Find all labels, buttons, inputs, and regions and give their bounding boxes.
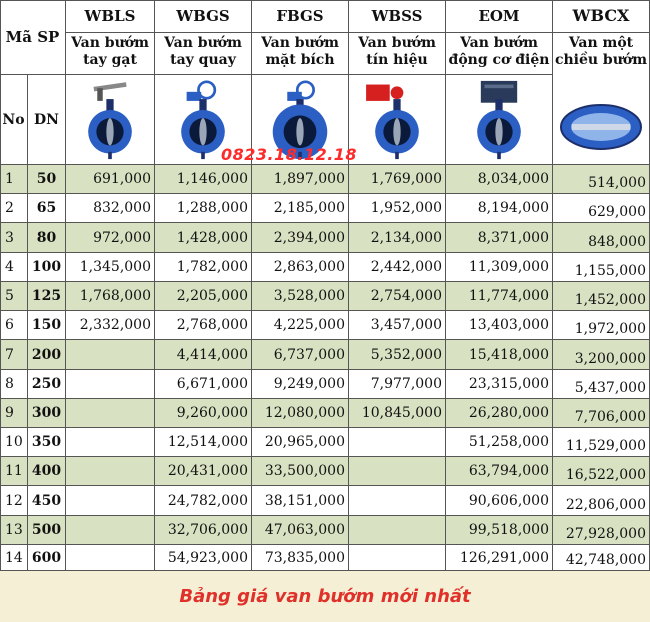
column-code-wbcx: WBCX: [553, 0, 650, 33]
price-wbcx: 42,748,000: [553, 545, 650, 571]
price-wbgs: 1,782,000: [155, 253, 252, 282]
price-wbcx: 16,522,000: [553, 457, 650, 486]
price-wbls: [66, 370, 155, 399]
price-eom: 51,258,000: [446, 428, 553, 457]
price-fbgs: 3,528,000: [252, 282, 349, 311]
column-desc-wbcx: [553, 33, 650, 90]
price-wbcx: 1,452,000: [553, 282, 650, 311]
price-fbgs: 12,080,000: [252, 399, 349, 428]
column-code-wbss: WBSS: [349, 0, 446, 33]
price-wbgs: 54,923,000: [155, 545, 252, 571]
butterfly-valve-electric-icon: [459, 79, 539, 161]
row-number: 8: [0, 370, 28, 399]
row-dn: 250: [28, 370, 66, 399]
product-code-label: Mã SP: [0, 0, 66, 75]
row-number: 14: [0, 545, 28, 571]
row-dn: 80: [28, 223, 66, 253]
price-wbcx: 514,000: [553, 165, 650, 194]
price-wbss: 3,457,000: [349, 311, 446, 340]
column-desc-fbgs: [252, 33, 349, 75]
column-code-wbls: WBLS: [66, 0, 155, 33]
row-number: 6: [0, 311, 28, 340]
price-fbgs: 2,185,000: [252, 194, 349, 223]
desc-line-2: chiều bướm: [554, 52, 648, 68]
butterfly-valve-lever-icon: [70, 79, 150, 161]
column-image-wbcx: [553, 90, 650, 165]
row-number: 3: [0, 223, 28, 253]
price-wbgs: 32,706,000: [155, 516, 252, 545]
price-fbgs: 1,897,000: [252, 165, 349, 194]
desc-line-1: Van bướm: [358, 35, 436, 51]
price-wbgs: 24,782,000: [155, 486, 252, 516]
row-dn: 350: [28, 428, 66, 457]
price-wbcx: 22,806,000: [553, 486, 650, 516]
desc-line-2: tín hiệu: [366, 52, 428, 68]
price-wbgs: 6,671,000: [155, 370, 252, 399]
price-eom: 8,034,000: [446, 165, 553, 194]
price-wbcx: 3,200,000: [553, 340, 650, 370]
price-wbls: [66, 545, 155, 571]
price-fbgs: 20,965,000: [252, 428, 349, 457]
row-dn: 450: [28, 486, 66, 516]
desc-line-2: động cơ điện: [448, 52, 550, 68]
price-wbcx: 27,928,000: [553, 516, 650, 545]
price-eom: 23,315,000: [446, 370, 553, 399]
row-number: 12: [0, 486, 28, 516]
price-wbss: [349, 545, 446, 571]
phone-watermark: 0823.18.12.18: [221, 145, 358, 164]
desc-line-1: Van bướm: [164, 35, 242, 51]
price-wbls: 2,332,000: [66, 311, 155, 340]
price-wbgs: 12,514,000: [155, 428, 252, 457]
price-wbss: [349, 428, 446, 457]
price-wbls: [66, 340, 155, 370]
desc-line-2: mặt bích: [265, 52, 335, 68]
price-wbgs: 4,414,000: [155, 340, 252, 370]
price-wbss: 2,754,000: [349, 282, 446, 311]
price-eom: 63,794,000: [446, 457, 553, 486]
row-dn: 400: [28, 457, 66, 486]
check-valve-wafer-icon: [558, 102, 644, 152]
price-wbcx: 5,437,000: [553, 370, 650, 399]
column-desc-wbls: [66, 33, 155, 75]
row-dn: 600: [28, 545, 66, 571]
price-eom: 26,280,000: [446, 399, 553, 428]
column-desc-wbgs: [155, 33, 252, 75]
row-number: 4: [0, 253, 28, 282]
price-wbls: 972,000: [66, 223, 155, 253]
desc-line-1: Van bướm: [261, 35, 339, 51]
price-wbcx: 629,000: [553, 194, 650, 223]
row-number: 5: [0, 282, 28, 311]
price-wbgs: 2,768,000: [155, 311, 252, 340]
price-wbls: [66, 399, 155, 428]
column-code-fbgs: FBGS: [252, 0, 349, 33]
dn-header: DN: [28, 75, 66, 165]
price-eom: 90,606,000: [446, 486, 553, 516]
desc-line-1: Van bướm: [460, 35, 538, 51]
column-code-wbgs: WBGS: [155, 0, 252, 33]
row-dn: 125: [28, 282, 66, 311]
price-wbss: 1,769,000: [349, 165, 446, 194]
row-dn: 150: [28, 311, 66, 340]
price-wbls: [66, 516, 155, 545]
price-fbgs: 33,500,000: [252, 457, 349, 486]
price-wbgs: 1,288,000: [155, 194, 252, 223]
column-desc-eom: [446, 33, 553, 75]
row-dn: 500: [28, 516, 66, 545]
price-wbgs: 1,428,000: [155, 223, 252, 253]
row-dn: 300: [28, 399, 66, 428]
no-header: No: [0, 75, 28, 165]
price-wbss: [349, 457, 446, 486]
price-wbls: 832,000: [66, 194, 155, 223]
price-wbss: 10,845,000: [349, 399, 446, 428]
price-wbss: 7,977,000: [349, 370, 446, 399]
column-desc-wbss: [349, 33, 446, 75]
price-wbls: 1,345,000: [66, 253, 155, 282]
price-wbcx: 1,972,000: [553, 311, 650, 340]
price-wbss: [349, 486, 446, 516]
row-number: 11: [0, 457, 28, 486]
price-eom: 13,403,000: [446, 311, 553, 340]
price-eom: 8,194,000: [446, 194, 553, 223]
price-wbls: [66, 457, 155, 486]
desc-line-2: tay quay: [170, 52, 236, 68]
price-wbcx: 7,706,000: [553, 399, 650, 428]
price-wbls: [66, 486, 155, 516]
table-caption: Bảng giá van bướm mới nhất: [179, 586, 471, 607]
price-fbgs: 38,151,000: [252, 486, 349, 516]
price-eom: 99,518,000: [446, 516, 553, 545]
row-number: 10: [0, 428, 28, 457]
price-wbcx: 1,155,000: [553, 253, 650, 282]
column-code-eom: EOM: [446, 0, 553, 33]
desc-line-2: tay gạt: [83, 52, 137, 68]
price-eom: 11,774,000: [446, 282, 553, 311]
price-wbss: 5,352,000: [349, 340, 446, 370]
row-number: 2: [0, 194, 28, 223]
price-wbss: 1,952,000: [349, 194, 446, 223]
price-eom: 15,418,000: [446, 340, 553, 370]
price-fbgs: 2,863,000: [252, 253, 349, 282]
row-dn: 100: [28, 253, 66, 282]
row-number: 1: [0, 165, 28, 194]
column-image-eom: [446, 75, 553, 165]
row-dn: 200: [28, 340, 66, 370]
price-fbgs: 9,249,000: [252, 370, 349, 399]
row-number: 7: [0, 340, 28, 370]
price-fbgs: 4,225,000: [252, 311, 349, 340]
price-wbss: 2,134,000: [349, 223, 446, 253]
price-wbls: 1,768,000: [66, 282, 155, 311]
price-wbgs: 9,260,000: [155, 399, 252, 428]
price-eom: 11,309,000: [446, 253, 553, 282]
price-wbss: 2,442,000: [349, 253, 446, 282]
price-wbls: 691,000: [66, 165, 155, 194]
price-wbcx: 11,529,000: [553, 428, 650, 457]
price-wbcx: 848,000: [553, 223, 650, 253]
desc-line-1: Van bướm: [71, 35, 149, 51]
price-wbgs: 20,431,000: [155, 457, 252, 486]
column-image-wbls: [66, 75, 155, 165]
price-fbgs: 73,835,000: [252, 545, 349, 571]
column-image-wbss: [349, 75, 446, 165]
row-number: 13: [0, 516, 28, 545]
price-fbgs: 47,063,000: [252, 516, 349, 545]
price-wbls: [66, 428, 155, 457]
row-number: 9: [0, 399, 28, 428]
butterfly-valve-signal-icon: [357, 79, 437, 161]
price-eom: 126,291,000: [446, 545, 553, 571]
price-eom: 8,371,000: [446, 223, 553, 253]
row-dn: 65: [28, 194, 66, 223]
price-wbgs: 2,205,000: [155, 282, 252, 311]
price-fbgs: 2,394,000: [252, 223, 349, 253]
price-wbss: [349, 516, 446, 545]
desc-line-1: Van một: [568, 35, 634, 51]
price-fbgs: 6,737,000: [252, 340, 349, 370]
row-dn: 50: [28, 165, 66, 194]
price-wbgs: 1,146,000: [155, 165, 252, 194]
